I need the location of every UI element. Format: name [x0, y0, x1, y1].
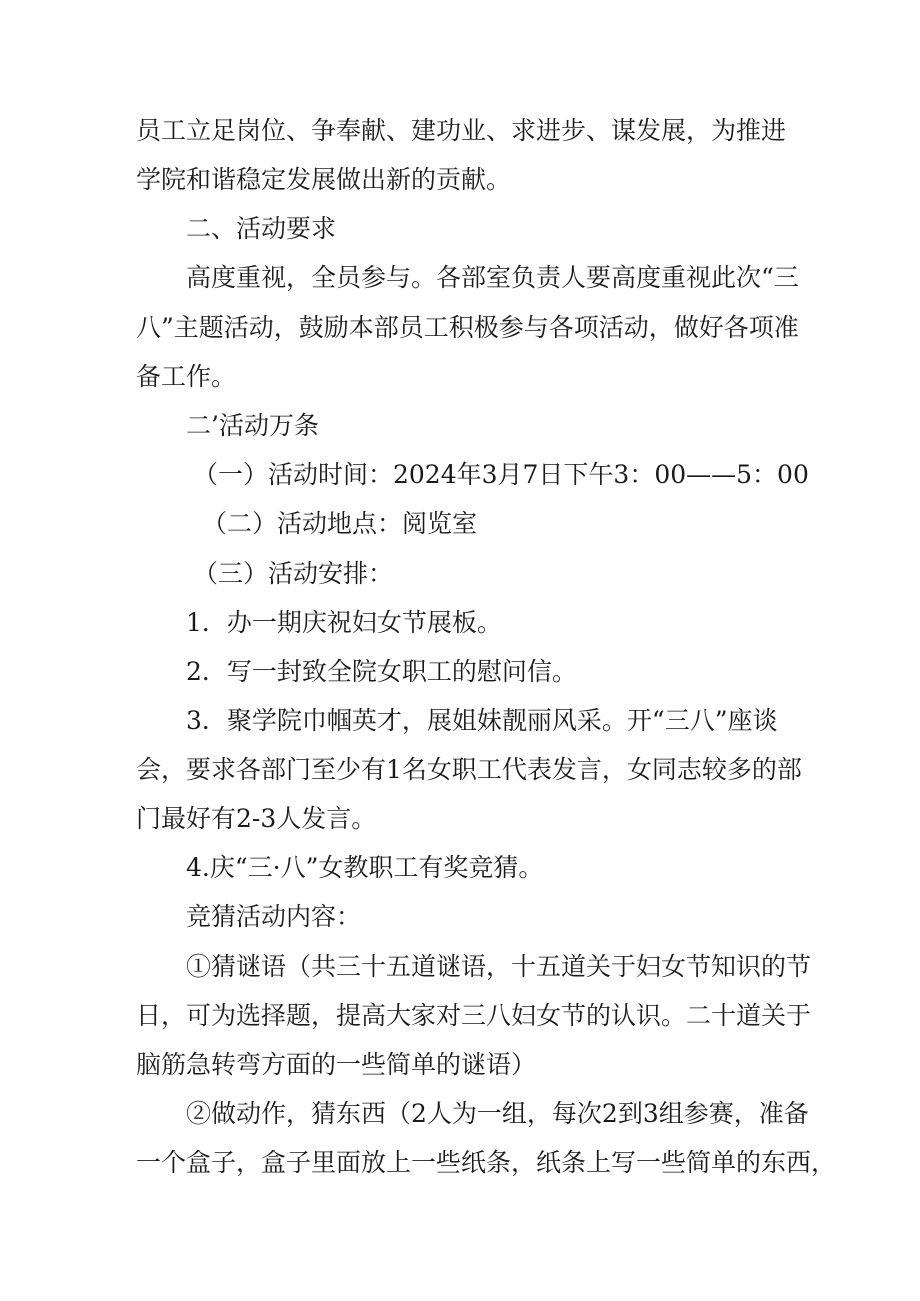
paragraph-line: 一个盒子，盒子里面放上一些纸条，纸条上写一些简单的东西，: [136, 1148, 837, 1177]
paragraph-line: 门最好有2-3人发言。: [136, 804, 377, 833]
paragraph-line: 高度重视，全员参与。各部室负责人要高度重视此次“三: [186, 263, 799, 292]
paragraph-line: 学院和谐稳定发展做出新的贡献。: [136, 165, 512, 194]
paragraph-line: 八”主题活动，鼓励本部员工积极参与各项活动，做好各项准: [136, 313, 799, 342]
paragraph-line: 竞猜活动内容：: [186, 902, 362, 931]
section-heading: 二’活动万条: [186, 411, 319, 440]
list-item: （二）活动地点：阅览室: [202, 509, 478, 538]
list-item: ②做动作，猜东西（2人为一组，每次2到3组参赛，准备: [186, 1099, 809, 1128]
list-item: 4.庆“三·八”女教职工有奖竞猜。: [186, 853, 544, 882]
paragraph-line: 员工立足岗位、争奉献、建功业、求进步、谋发展，为推进: [136, 116, 787, 145]
paragraph-line: 脑筋急转弯方面的一些简单的谜语）: [136, 1050, 537, 1079]
section-heading: 二、活动要求: [186, 214, 337, 243]
list-item: （一）活动时间：2024年3月7日下午3：00——5：00: [193, 460, 809, 489]
paragraph-line: 日，可为选择题，提高大家对三八妇女节的认识。二十道关于: [136, 1001, 812, 1030]
list-item: 2．写一封致全院女职工的慰问信。: [186, 657, 577, 686]
list-item: ①猜谜语（共三十五道谜语，十五道关于妇女节知识的节: [186, 952, 812, 981]
list-item: 3．聚学院巾帼英才，展姐妹靓丽风采。开“三八”座谈: [186, 706, 778, 735]
paragraph-line: 备工作。: [136, 362, 237, 391]
paragraph-line: 会，要求各部门至少有1名女职工代表发言，女同志较多的部: [136, 755, 802, 784]
list-item: （三）活动安排：: [193, 559, 394, 588]
list-item: 1．办一期庆祝妇女节展板。: [186, 608, 502, 637]
